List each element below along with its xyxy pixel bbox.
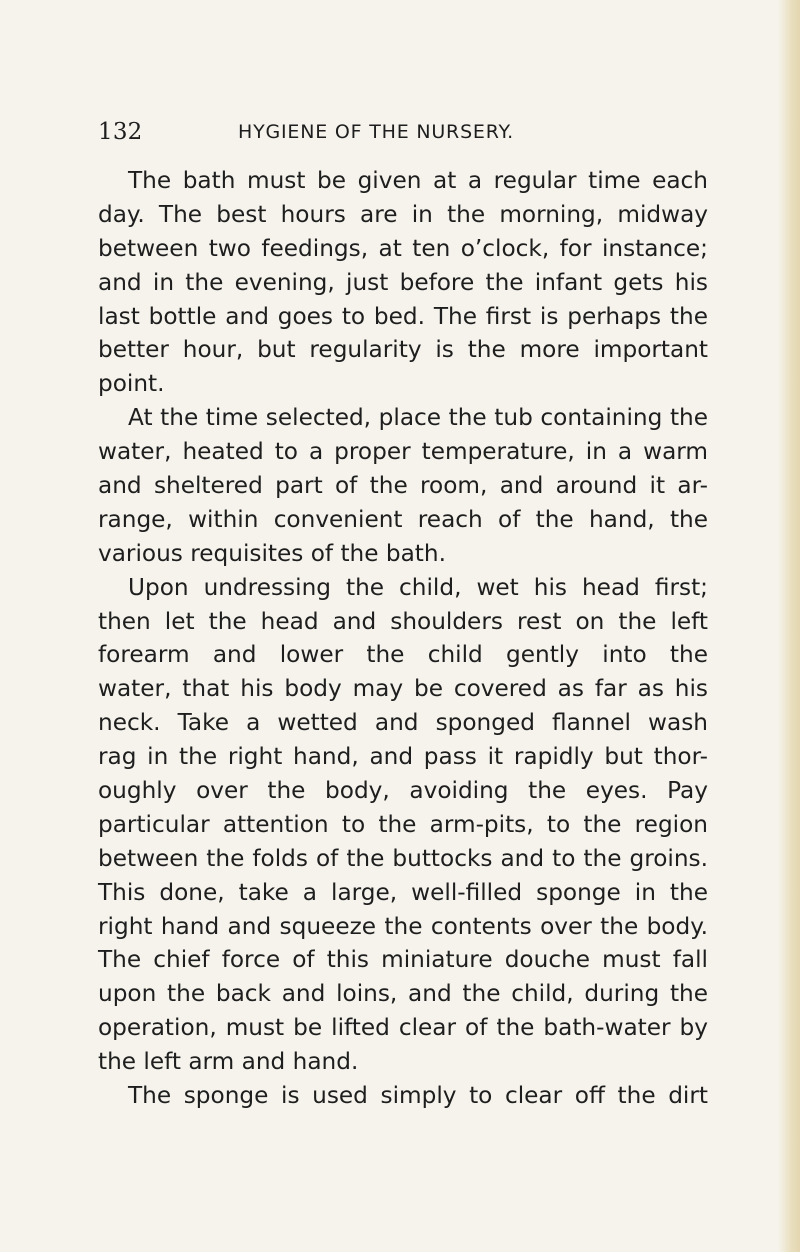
text-line: last bottle and goes to bed. The first is perhaps the (98, 302, 708, 330)
text-line: water, heated to a proper temperature, in a warm (98, 438, 708, 466)
text-line: various requisites of the bath. (98, 539, 446, 567)
text-line: the left arm and hand. (98, 1048, 359, 1076)
text-line: The sponge is used simply to clear off the dirt (128, 1082, 708, 1110)
text-line: rag in the right hand, and pass it rapidly but thor- (98, 743, 708, 771)
text-line: point. (98, 370, 165, 398)
text-line: neck. Take a wetted and sponged flannel wash (98, 709, 708, 737)
running-title: HYGIENE OF THE NURSERY. (238, 121, 514, 143)
text-line: water, that his body may be covered as far as his (98, 675, 708, 703)
text-line: particular attention to the arm-pits, to the region (98, 810, 708, 838)
text-line: The bath must be given at a regular time each (128, 167, 708, 194)
text-line: and sheltered part of the room, and around it ar- (98, 472, 708, 500)
text-line: and in the evening, just before the infant gets his (98, 268, 708, 296)
running-head (98, 119, 718, 149)
text-line: Upon undressing the child, wet his head first; (128, 573, 708, 601)
page-number: 132 (98, 119, 143, 145)
text-line: right hand and squeeze the contents over the body. (98, 912, 708, 940)
text-line: then let the head and shoulders rest on the left (98, 607, 708, 635)
page-edge (778, 0, 800, 1252)
text-line: between two feedings, at ten o’clock, for instance; (98, 234, 708, 262)
text-line: At the time selected, place the tub containing the (128, 404, 708, 432)
text-line: between the folds of the buttocks and to the groins. (98, 844, 708, 872)
text-line: day. The best hours are in the morning, midway (98, 200, 708, 228)
text-line: operation, must be lifted clear of the bath-water by (98, 1014, 708, 1042)
text-line: forearm and lower the child gently into the (98, 641, 708, 669)
text-line: upon the back and loins, and the child, during the (98, 980, 708, 1008)
text-line: oughly over the body, avoiding the eyes. Pay (98, 777, 708, 805)
text-line: The chief force of this miniature douche must fall (98, 946, 708, 974)
body-text (98, 164, 708, 1113)
text-line: This done, take a large, well-filled sponge in the (98, 878, 708, 906)
text-line: range, within convenient reach of the hand, the (98, 505, 708, 533)
text-line: better hour, but regularity is the more important (98, 336, 708, 364)
